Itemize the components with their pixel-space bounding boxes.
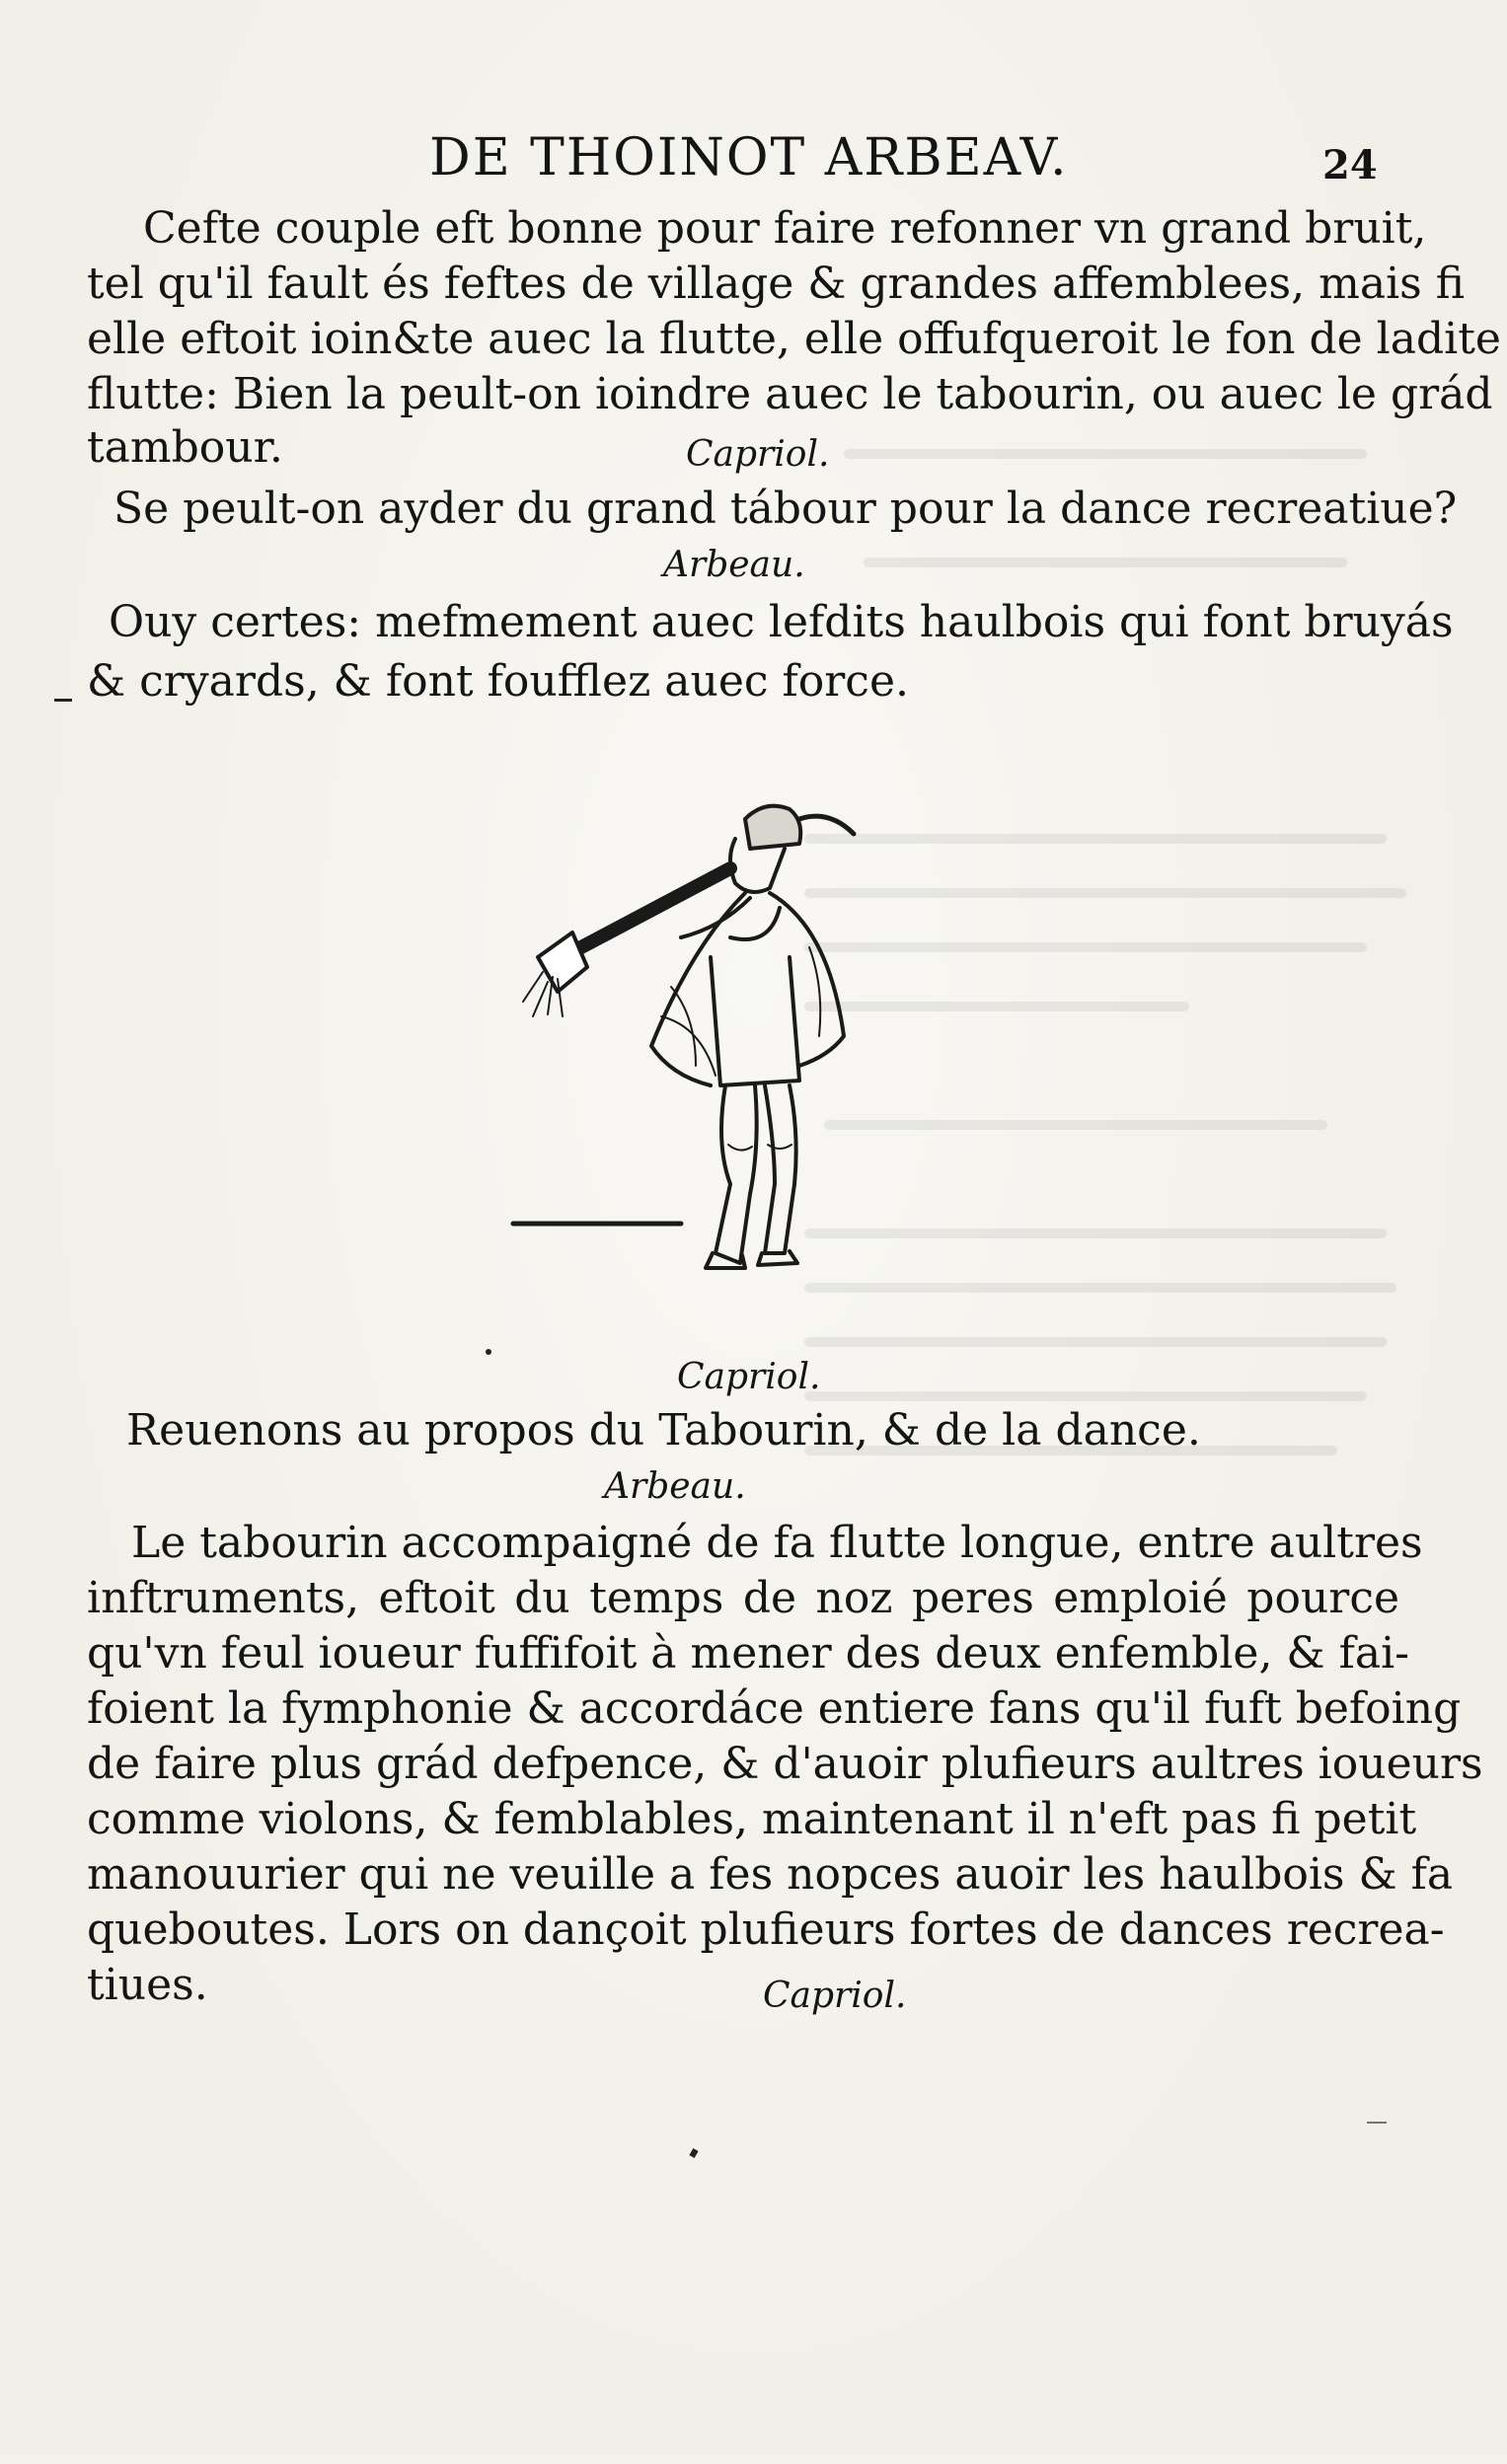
answer-line: tiues. [87,1960,208,2010]
speaker-capriol: Capriol. [763,1976,907,2016]
stray-mark [1367,2122,1387,2124]
stray-dot [486,1349,491,1355]
paragraph-line: Cefte couple eft bonne pour faire refonner vn grand bruit, [143,203,1427,254]
paragraph-line: tel qu'il fault és feftes de village & grandes affemblees, mais fi [87,259,1466,309]
speaker-capriol: Capriol. [677,1357,821,1397]
answer-line: Le tabourin accompaigné de fa flutte longue, entre aultres [131,1518,1423,1568]
speaker-capriol: Capriol. [686,434,830,475]
answer-line: Ouy certes: mefmement auec lefdits haulbois qui font bruyás [109,597,1454,647]
paragraph-line: tambour. [87,422,283,473]
answer-line: & cryards, & font foufflez auec force. [87,656,909,707]
answer-line: comme violons, & femblables, maintenant il n'eft pas fi petit [87,1794,1417,1844]
question-line: Se peult-on ayder du grand tábour pour la dance recreatiue? [113,484,1458,534]
margin-mark [54,699,72,702]
answer-line: qu'vn feul ioueur fuffifoit à mener des deux enfemble, & fai- [87,1628,1410,1679]
paragraph-line: flutte: Bien la peult-on ioindre auec le tabourin, ou auec le grád [87,369,1493,419]
answer-line: foient la fymphonie & accordáce entiere fans qu'il fuft befoing [87,1683,1462,1734]
question-line: Reuenons au propos du Tabourin, & de la dance. [126,1405,1201,1456]
speaker-arbeau: Arbeau. [604,1466,746,1507]
paragraph-line: elle eftoit ioin&te auec la flutte, elle offufqueroit le fon de ladite [87,314,1501,364]
answer-line: inftruments, eftoit du temps de noz peres emploié pource [87,1573,1399,1623]
speaker-arbeau: Arbeau. [663,545,805,585]
answer-line: de faire plus grád defpence, & d'auoir plufieurs aultres ioueurs [87,1739,1483,1789]
woodcut-illustration [503,789,898,1332]
answer-line: queboutes. Lors on dançoit plufieurs fortes de dances recrea- [87,1904,1445,1955]
page-number: 24 [1322,142,1378,188]
shawm-player-woodcut-icon [503,789,898,1332]
running-title: DE THOINOT ARBEAV. [429,128,1069,187]
page-header [0,128,1507,197]
answer-line: manouurier qui ne veuille a fes nopces auoir les haulbois & fa [87,1849,1454,1900]
